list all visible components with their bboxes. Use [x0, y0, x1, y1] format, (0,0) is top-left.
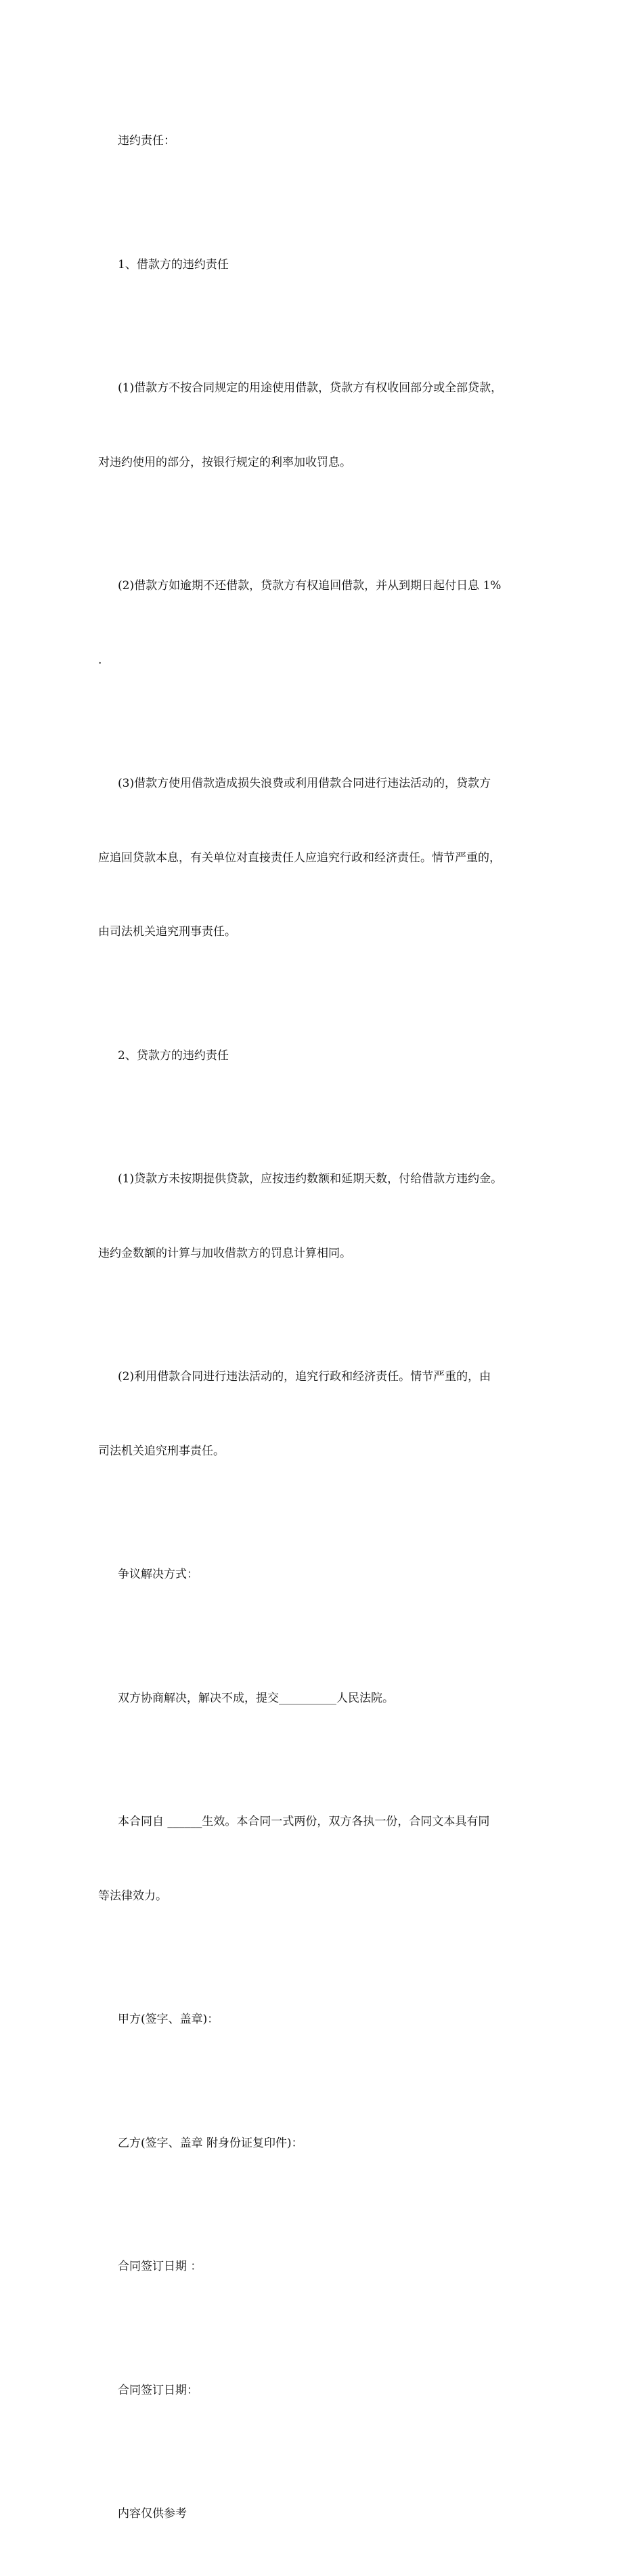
text-line: 合同签订日期： — [118, 2383, 198, 2397]
text-line: 合同签订日期 ： — [118, 2260, 202, 2273]
document-page — [98, 79, 548, 2576]
text-line: . — [98, 653, 102, 667]
text-line: 争议解决方式： — [118, 1568, 198, 1581]
text-line: 内容仅供参考 — [118, 2507, 187, 2520]
text-line: 甲方(签字、盖章)： — [118, 2013, 219, 2026]
text-line: (2)利用借款合同进行违法活动的，追究行政和经济责任。情节严重的，由 — [118, 1370, 491, 1383]
subheading-lender-liability — [98, 994, 548, 1118]
party-a-signature-line — [98, 1958, 548, 2082]
disclaimer-note — [98, 2452, 548, 2576]
section-heading-dispute-resolution — [98, 1513, 548, 1637]
party-b-signature-line — [98, 2082, 548, 2206]
signing-date-line-1 — [98, 2205, 548, 2329]
clause-borrower-1 — [98, 326, 548, 524]
clause-borrower-2 — [98, 524, 548, 722]
text-line: (1)贷款方未按期提供贷款，应按违约数额和延期天数，付给借款方违约金。 — [118, 1172, 503, 1186]
text-line: 违约金数额的计算与加收借款方的罚息计算相同。 — [98, 1246, 351, 1260]
text-line: 等法律效力。 — [98, 1889, 167, 1903]
text-line: (3)借款方使用借款造成损失浪费或利用借款合同进行违法活动的，贷款方 — [118, 777, 491, 790]
text-line: 司法机关追究刑事责任。 — [98, 1444, 225, 1458]
text-line: 双方协商解决，解决不成，提交__________人民法院。 — [118, 1691, 394, 1705]
clause-lender-2 — [98, 1315, 548, 1513]
text-line: 本合同自 ______生效。本合同一式两份，双方各执一份，合同文本具有同 — [118, 1815, 490, 1828]
text-line: 2、贷款方的违约责任 — [118, 1048, 229, 1062]
text-line: 1、借款方的违约责任 — [118, 257, 229, 272]
clause-borrower-3 — [98, 722, 548, 994]
clause-lender-1 — [98, 1117, 548, 1315]
text-line: (2)借款方如逾期不还借款，贷款方有权追回借款，并从到期日起付日息 1% — [118, 579, 502, 593]
text-line: 乙方(签字、盖章 附身份证复印件)： — [118, 2136, 303, 2150]
text-line: (1)借款方不按合同规定的用途使用借款，贷款方有权收回部分或全部贷款， — [118, 381, 503, 395]
text-line: 对违约使用的部分，按银行规定的利率加收罚息。 — [98, 455, 351, 469]
text-line: 违约责任： — [118, 134, 175, 148]
dispute-resolution-text — [98, 1637, 548, 1761]
text-line: 应追回贷款本息，有关单位对直接责任人应追究行政和经济责任。情节严重的， — [98, 851, 501, 865]
subheading-borrower-liability — [98, 203, 548, 327]
section-heading-breach-liability — [98, 79, 548, 203]
text-line: 由司法机关追究刑事责任。 — [98, 925, 236, 939]
signing-date-line-2 — [98, 2329, 548, 2453]
effective-clause — [98, 1760, 548, 1958]
